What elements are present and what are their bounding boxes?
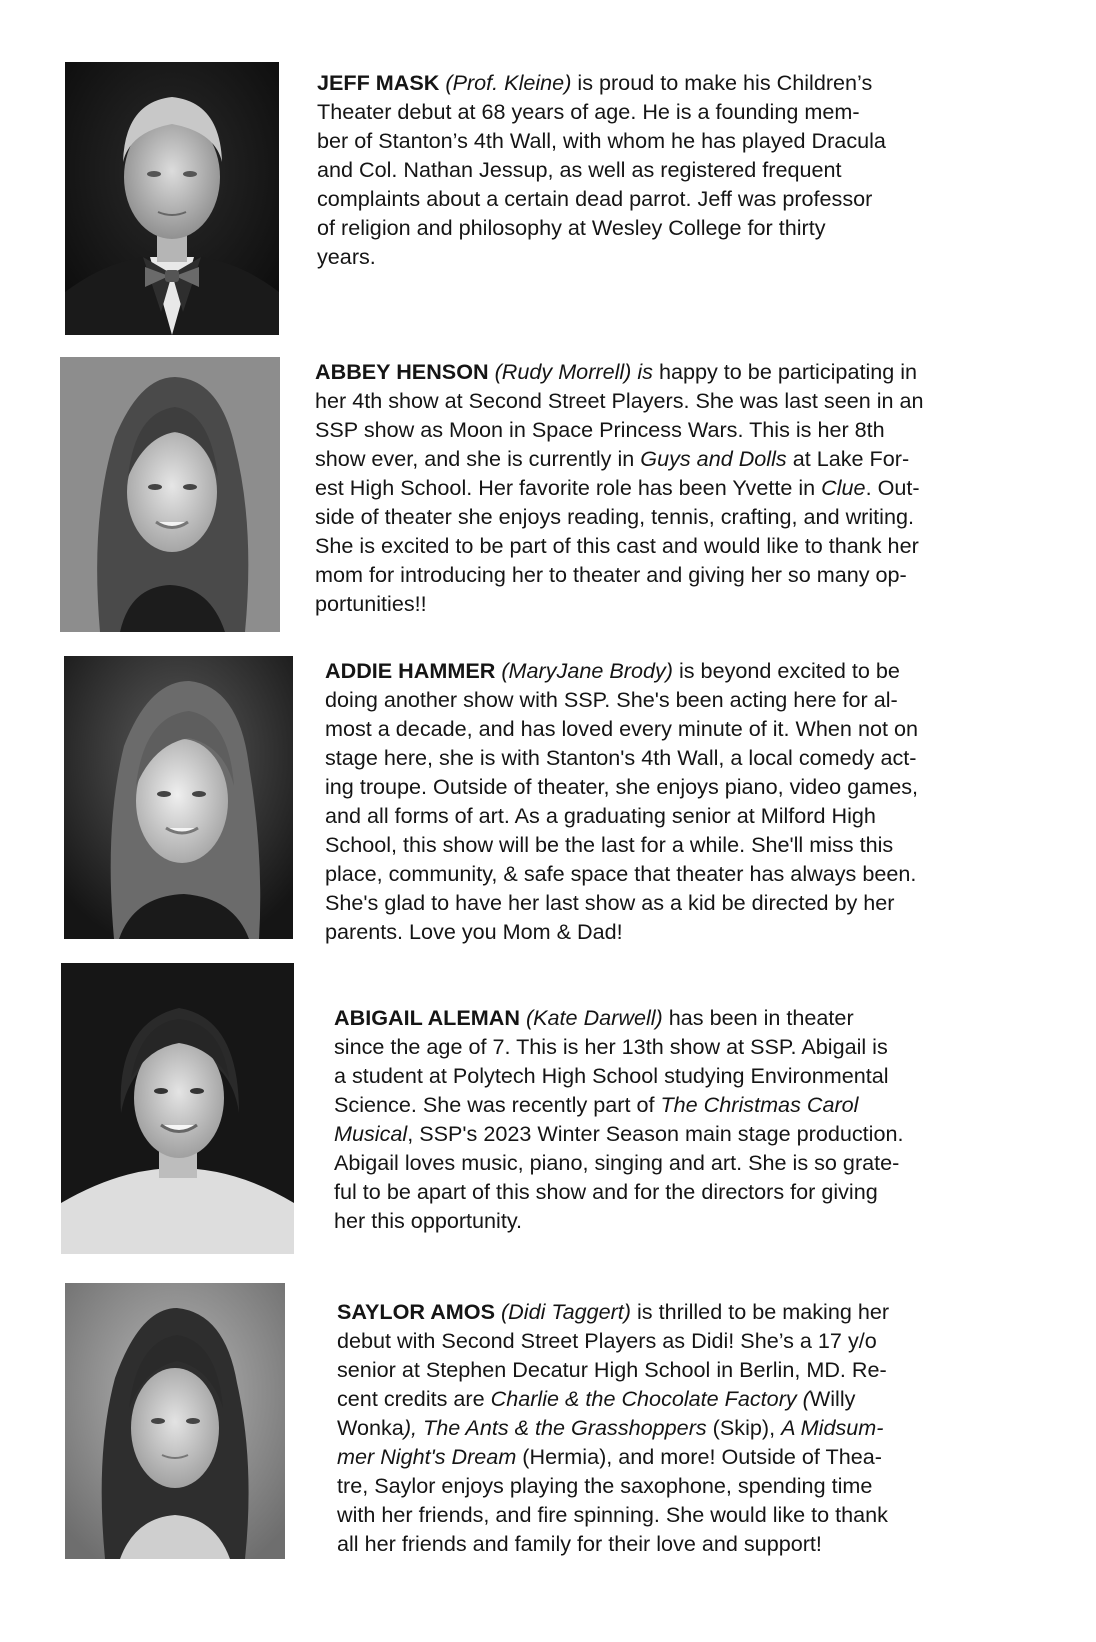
italic-text: Musical (334, 1121, 408, 1146)
bio-text: Science. She was recently part of (334, 1092, 661, 1117)
bio-text: at Lake For- (786, 446, 910, 471)
headshot-saylor-amos (65, 1283, 285, 1559)
italic-text: (MaryJane Brody) (501, 658, 673, 683)
bio-text: is beyond excited to be (672, 658, 900, 683)
bio-text: has been in theater (662, 1005, 854, 1030)
headshot-jeff-mask (65, 62, 279, 335)
bio-text: (Hermia), and more! Outside of Thea- (516, 1444, 882, 1469)
bio-addie-hammer (325, 656, 918, 946)
bio-text: SSP show as Moon in Space Princess Wars. This is her 8th (315, 417, 885, 442)
bio-text: ing troupe. Outside of theater, she enjoys piano, video games, (325, 774, 919, 799)
bio-text: , SSP's 2023 Winter Season main stage production. (407, 1121, 904, 1146)
bio-text: of religion and philosophy at Wesley College for thirty (317, 215, 826, 240)
bio-text: happy to be participating in (652, 359, 918, 384)
bio-text: Willy (809, 1386, 856, 1411)
performer-name: JEFF MASK (317, 70, 440, 95)
bio-text: complaints about a certain dead parrot. Jeff was professor (317, 186, 873, 211)
bio-text: tre, Saylor enjoys playing the saxophone, spending time (337, 1473, 873, 1498)
bio-text: ful to be apart of this show and for the directors for giving (334, 1179, 878, 1204)
bio-text: cent credits are (337, 1386, 491, 1411)
bio-text: and Col. Nathan Jessup, as well as registered frequent (317, 157, 842, 182)
bio-text: doing another show with SSP. She's been acting here for al- (325, 687, 898, 712)
bio-text: portunities!! (315, 591, 427, 616)
bio-text: . Out- (865, 475, 920, 500)
italic-text: A Midsum- (781, 1415, 884, 1440)
italic-text: The Christmas Carol (660, 1092, 859, 1117)
bio-text: She's glad to have her last show as a kid be directed by her (325, 890, 895, 915)
performer-name: SAYLOR AMOS (337, 1299, 495, 1324)
performer-name: ABBEY HENSON (315, 359, 489, 384)
italic-text: (Didi Taggert) (500, 1299, 631, 1324)
bio-text: parents. Love you Mom & Dad! (325, 919, 623, 944)
headshot-addie-hammer (64, 656, 293, 939)
bio-text: most a decade, and has loved every minute of it. When not on (325, 716, 918, 741)
bio-text: since the age of 7. This is her 13th show at SSP. Abigail is (334, 1034, 888, 1059)
italic-text: (Kate Darwell) (525, 1005, 663, 1030)
bio-text: debut with Second Street Players as Didi! She’s a 17 y/o (337, 1328, 877, 1353)
bio-abbey-henson (315, 357, 924, 618)
bio-text: her this opportunity. (334, 1208, 523, 1233)
bio-text: side of theater she enjoys reading, tennis, crafting, and writing. (315, 504, 914, 529)
performer-name: ABIGAIL ALEMAN (334, 1005, 520, 1030)
bio-text: School, this show will be the last for a while. She'll miss this (325, 832, 894, 857)
bio-text: mom for introducing her to theater and giving her so many op- (315, 562, 907, 587)
bio-text: (Skip), (706, 1415, 782, 1440)
headshot-abbey-henson (60, 357, 280, 632)
bio-text: is thrilled to be making her (631, 1299, 890, 1324)
bio-saylor-amos (337, 1297, 889, 1558)
italic-text: ), The Ants & the Grasshoppers (403, 1415, 707, 1440)
bio-text: Theater debut at 68 years of age. He is a founding mem- (317, 99, 860, 124)
bio-text: Abigail loves music, piano, singing and art. She is so grate- (334, 1150, 900, 1175)
headshot-abigail-aleman (61, 963, 294, 1254)
bio-text: Wonka (337, 1415, 404, 1440)
bio-text: her 4th show at Second Street Players. She was last seen in an (315, 388, 924, 413)
bio-text: is proud to make his Children’s (571, 70, 873, 95)
bio-abigail-aleman (334, 1003, 903, 1235)
bio-text: est High School. Her favorite role has been Yvette in (315, 475, 822, 500)
italic-text: Clue (821, 475, 866, 500)
italic-text: Guys and Dolls (640, 446, 787, 471)
bio-text: senior at Stephen Decatur High School in Berlin, MD. Re- (337, 1357, 887, 1382)
bio-text: with her friends, and fire spinning. She would like to thank (337, 1502, 888, 1527)
italic-text: mer Night's Dream (337, 1444, 517, 1469)
bio-text: ber of Stanton’s 4th Wall, with whom he has played Dracula (317, 128, 886, 153)
performer-name: ADDIE HAMMER (325, 658, 496, 683)
bio-text: all her friends and family for their love and support! (337, 1531, 822, 1556)
italic-text: (Rudy Morrell) is (494, 359, 653, 384)
bio-text: a student at Polytech High School studying Environmental (334, 1063, 889, 1088)
italic-text: Charlie & the Chocolate Factory ( (490, 1386, 810, 1411)
bio-text: stage here, she is with Stanton's 4th Wall, a local comedy act- (325, 745, 917, 770)
bio-text: and all forms of art. As a graduating senior at Milford High (325, 803, 876, 828)
bio-text: years. (317, 244, 376, 269)
italic-text: (Prof. Kleine) (445, 70, 572, 95)
bio-jeff-mask (317, 68, 886, 271)
bio-text: She is excited to be part of this cast and would like to thank her (315, 533, 919, 558)
bio-text: show ever, and she is currently in (315, 446, 641, 471)
bio-text: place, community, & safe space that theater has always been. (325, 861, 917, 886)
